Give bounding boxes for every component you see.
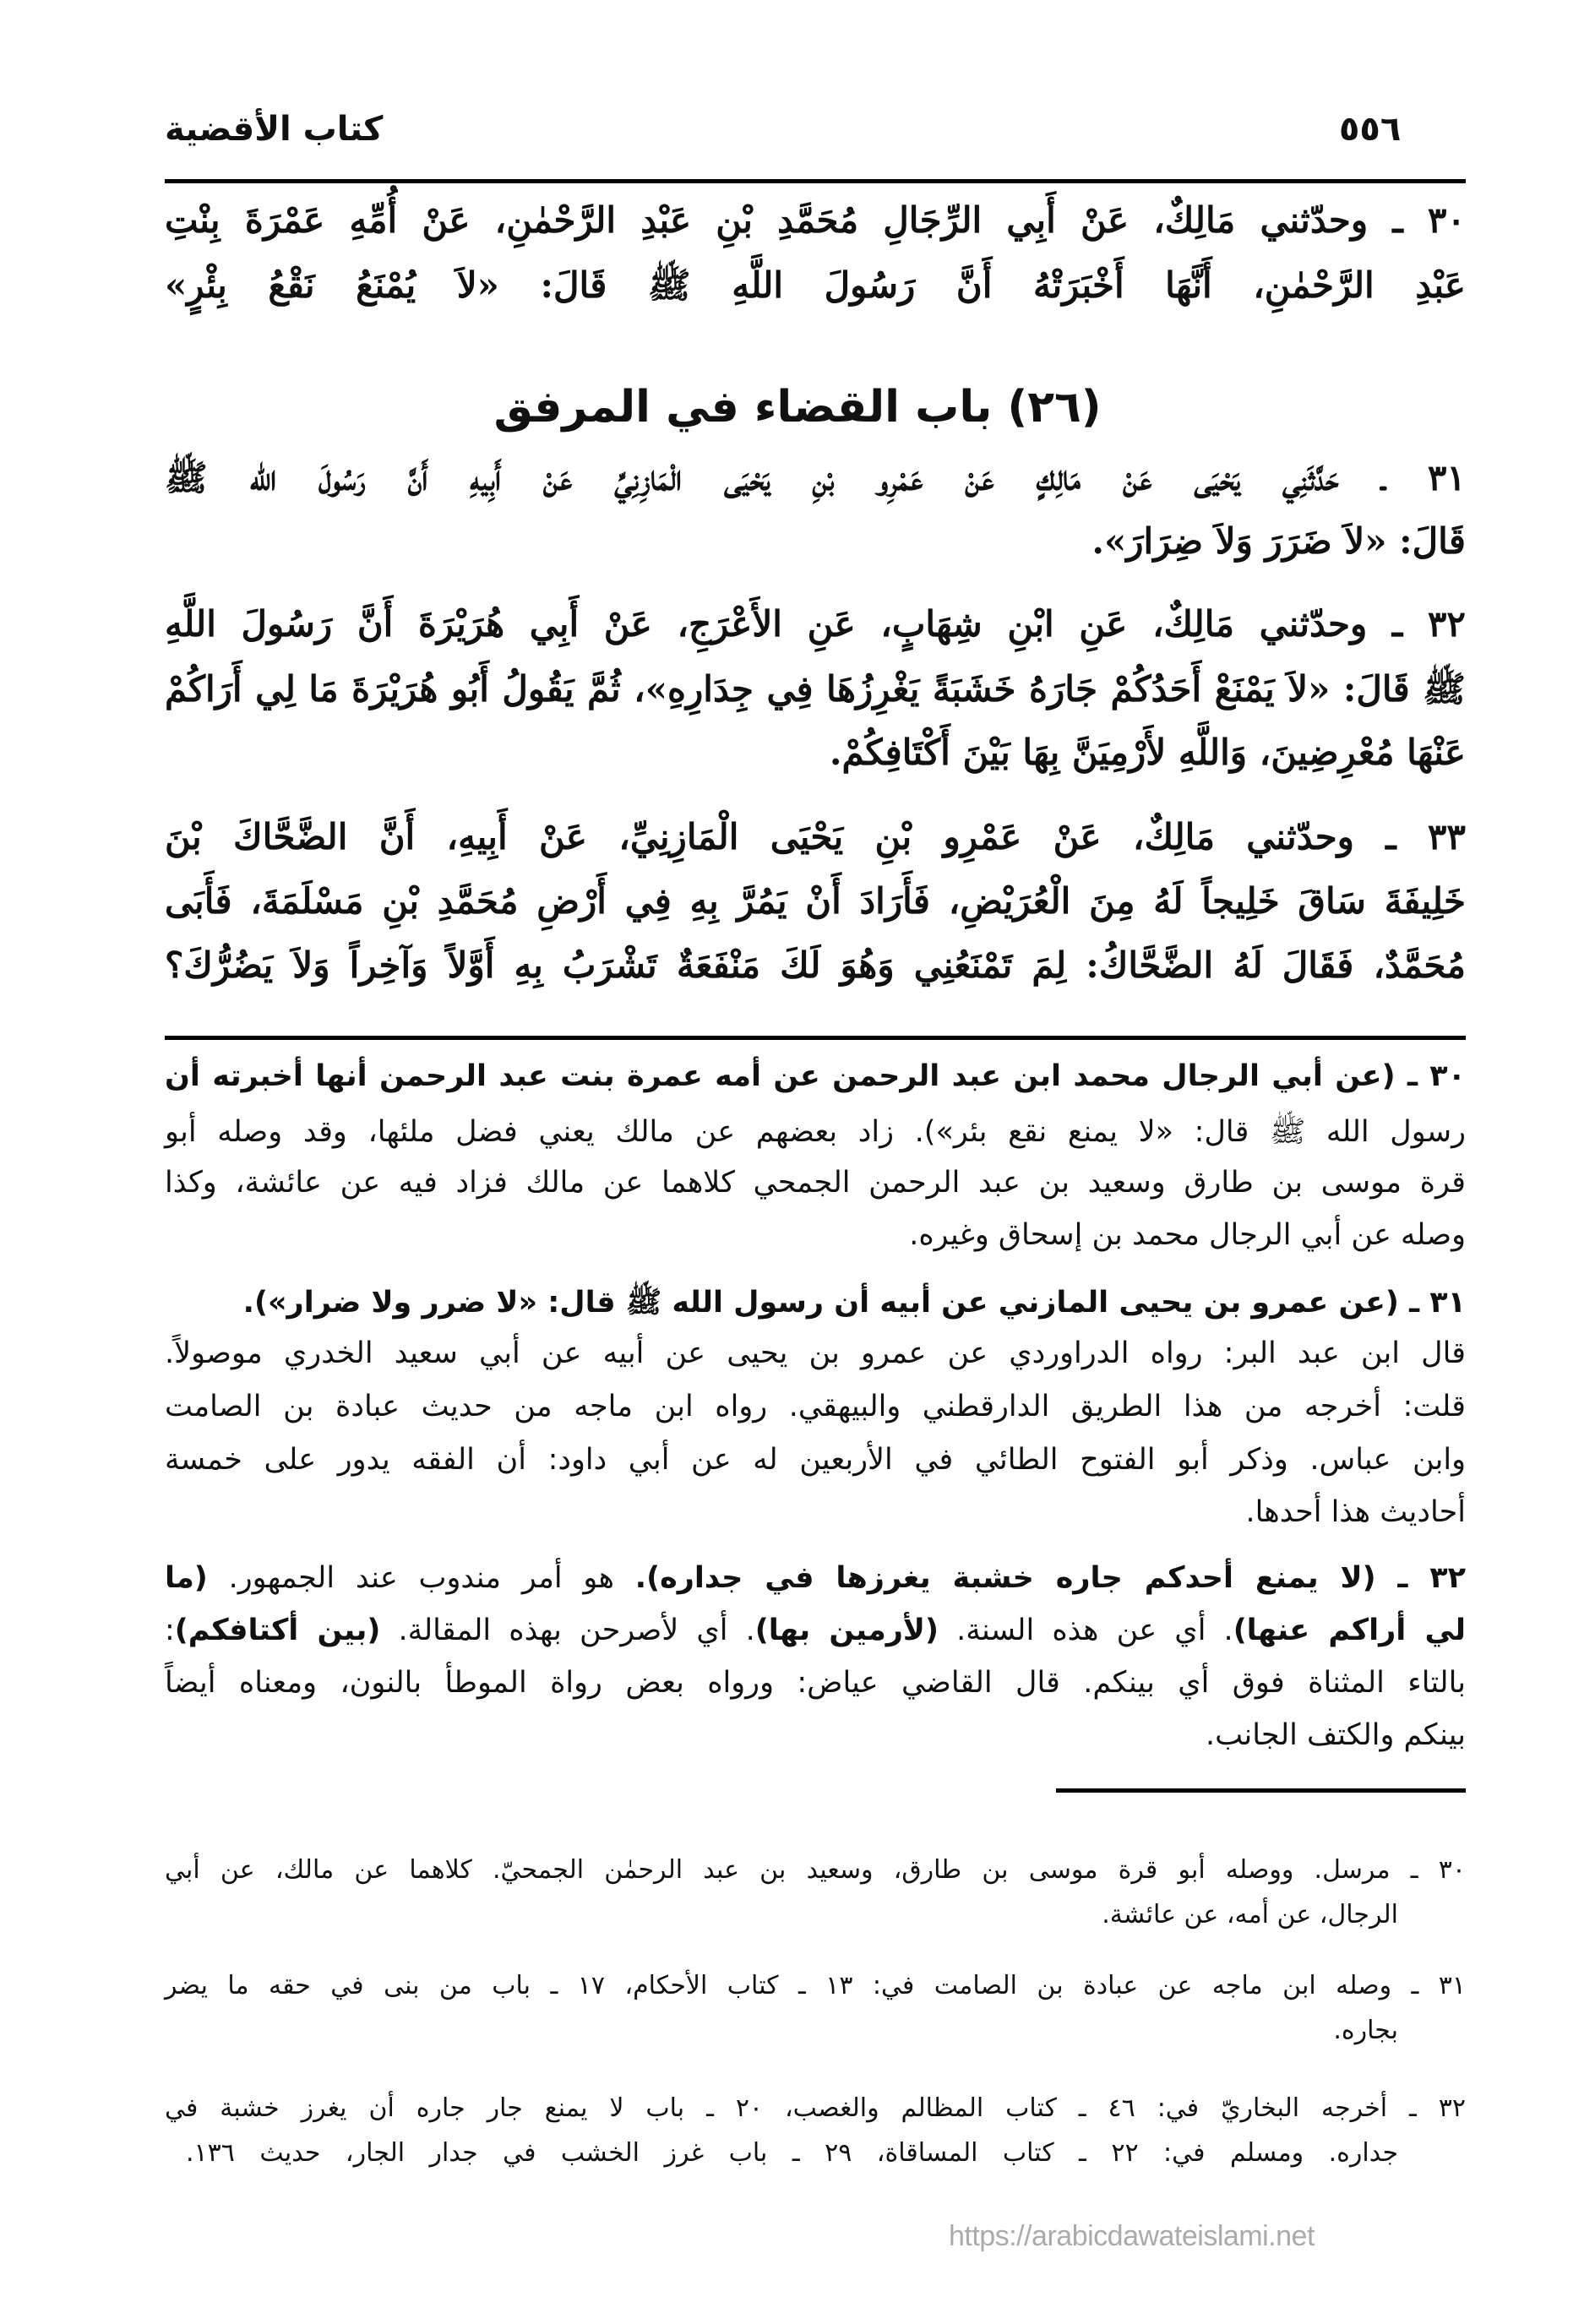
- page-number: ٥٥٦: [1339, 110, 1402, 149]
- commentary-32-line-3: بالتاء المثناة فوق أي بينكم. قال القاضي عياض: ورواه بعض رواة الموطأ بالنون، ومعناه أيضاً: [165, 1666, 1466, 1700]
- lemma: (لأرمين بها): [754, 1614, 939, 1647]
- hadith-32-line-3: عَنْهَا مُعْرِضِينَ، وَاللَّهِ لأَرْمِيَنَّ بِهَا بَيْنَ أَكْتَافِكُمْ.: [829, 732, 1466, 773]
- hadith-33-line-1: ٣٣ ـ وحدّثني مَالِكٌ، عَنْ عَمْرِو بْنِ يَحْيَى الْمَازِنِيِّ، عَنْ أَبِيهِ، أَنَّ الضَّحَّاكَ بْنَ: [165, 816, 1466, 857]
- hadith-32-line-1: ٣٢ ـ وحدّثني مَالِكٌ، عَنِ ابْنِ شِهَابٍ، عَنِ الأَعْرَجِ، عَنْ أَبِي هُرَيْرَةَ أَنَّ رَسُولَ اللَّهِ: [165, 603, 1466, 645]
- footnote-32-line-1: ٣٢ ـ أخرجه البخاريّ في: ٤٦ ـ كتاب المظالم والغصب، ٢٠ ـ باب لا يمنع جار جاره أن يغرز خشبة في: [165, 2093, 1466, 2123]
- hadith-30-line-2: عَبْدِ الرَّحْمٰنِ، أَنَّهَا أَخْبَرَتْهُ أَنَّ رَسُولَ اللَّهِ ﷺ قَالَ: «لاَ يُمْنَعُ نَقْعُ بِئْرٍ»: [165, 264, 1466, 306]
- footnote-rule: [1056, 1788, 1466, 1793]
- commentary-rule: [165, 1036, 1466, 1040]
- hadith-30-line-1: ٣٠ ـ وحدّثني مَالِكٌ، عَنْ أَبِي الرِّجَالِ مُحَمَّدِ بْنِ عَبْدِ الرَّحْمٰنِ، عَنْ أُمِّهِ عَمْرَةَ بِنْتِ: [165, 199, 1466, 241]
- hadith-32-line-2: ﷺ قَالَ: «لاَ يَمْنَعْ أَحَدُكُمْ جَارَهُ خَشَبَةً يَغْرِزُهَا فِي جِدَارِهِ»، ثُمَّ يَقُولُ أَبُو هُرَيْرَةَ مَا لِي أَرَاكُمْ: [165, 668, 1466, 710]
- lemma: ٣٢ ـ (لا يمنع أحدكم جاره خشبة يغرزها في جداره).: [634, 1561, 1466, 1595]
- hadith-31-line-2: قَالَ: «لاَ ضَرَرَ وَلاَ ضِرَارَ».: [1091, 520, 1466, 562]
- commentary-30-line-3: قرة موسى بن طارق وسعيد بن عبد الرحمن الجمحي كلاهما عن مالك فزاد فيه عن عائشة، وكذا: [165, 1166, 1466, 1200]
- footnote-31-line-2: بجاره.: [1333, 2016, 1398, 2045]
- footnote-30-line-1: ٣٠ ـ مرسل. ووصله أبو قرة موسى بن طارق، وسعيد بن عبد الرحمٰن الجمحيّ. كلاهما عن مالك، عن أبي: [165, 1855, 1466, 1885]
- commentary-31-line-5: أحاديث هذا أحدها.: [1245, 1495, 1466, 1529]
- lemma: لي أراكم عنها): [1233, 1614, 1467, 1647]
- lemma: (ما: [165, 1561, 208, 1595]
- commentary-31-line-3: قلت: أخرجه من هذا الطريق الدارقطني والبيهقي. رواه ابن ماجه من حديث عبادة بن الصامت: [165, 1390, 1466, 1423]
- commentary-30-line-4: وصله عن أبي الرجال محمد بن إسحاق وغيره.: [909, 1218, 1466, 1252]
- lemma: (بين أكتافكم): [174, 1614, 381, 1647]
- commentary-32-line-2: لي أراكم عنها). أي عن هذه السنة. (لأرمين بها). أي لأصرحن بهذه المقالة. (بين أكتافكم):: [165, 1614, 1467, 1647]
- running-title: كتاب الأقضية: [165, 110, 384, 149]
- chapter-title: (٢٦) باب القضاء في المرفق: [493, 382, 1102, 433]
- footnote-31-line-1: ٣١ ـ وصله ابن ماجه عن عبادة بن الصامت في: ١٣ ـ كتاب الأحكام، ١٧ ـ باب من بنى في حقه ما يضر: [165, 1971, 1467, 2000]
- hadith-33-line-2: خَلِيفَةَ سَاقَ خَلِيجاً لَهُ مِنَ الْعُرَيْضِ، فَأَرَادَ أَنْ يَمُرَّ بِهِ فِي أَرْضِ مُحَمَّدِ بْنِ مَسْلَمَةَ، فَأَبَى: [165, 880, 1466, 922]
- commentary-30-line-2: رسول الله ﷺ قال: «لا يمنع نقع بئر»). زاد بعضهم عن مالك يعني فضل ملئها، وقد وصله أبو: [165, 1115, 1466, 1149]
- commentary-31-line-4: وابن عباس. وذكر أبو الفتوح الطائي في الأربعين له عن أبي داود: أن الفقه يدور على خمسة: [165, 1443, 1466, 1477]
- commentary-32-line-1: ٣٢ ـ (لا يمنع أحدكم جاره خشبة يغرزها في جداره). هو أمر مندوب عند الجمهور. (ما: [165, 1561, 1466, 1595]
- commentary-31-line-2: قال ابن عبد البر: رواه الدراوردي عن عمرو بن يحيى عن أبيه عن أبي سعيد الخدري موصولاً.: [165, 1336, 1466, 1370]
- header-rule: [165, 179, 1466, 183]
- commentary-31-line-1: ٣١ ـ (عن عمرو بن يحيى المازني عن أبيه أن رسول الله ﷺ قال: «لا ضرر ولا ضرار»).: [242, 1286, 1466, 1320]
- commentary-30-line-1: ٣٠ ـ (عن أبي الرجال محمد ابن عبد الرحمن عن أمه عمرة بنت عبد الرحمن أنها أخبرته أن: [165, 1059, 1466, 1093]
- hadith-31-line-1: ٣١ ـ حَدَّثَنِي يَحْيَى عَنْ مَالِكٍ عَنْ عَمْرِو بْنِ يَحْيَى الْمَازِنِيِّ عَنْ أَبِيهِ أَنَّ رَسُولَ الله ﷺ: [165, 457, 1466, 498]
- footnote-32-line-2: جداره. ومسلم في: ٢٢ ـ كتاب المساقاة، ٢٩ ـ باب غرز الخشب في جدار الجار، حديث ١٣٦.: [186, 2138, 1398, 2168]
- watermark-url: https://arabicdawateislami.net: [949, 2220, 1315, 2252]
- commentary-32-line-4: بينكم والكتف الجانب.: [1205, 1718, 1466, 1752]
- hadith-33-line-3: مُحَمَّدٌ، فَقَالَ لَهُ الضَّحَّاكُ: لِمَ تَمْنَعُنِي وَهُوَ لَكَ مَنْفَعَةٌ تَشْرَبُ بِهِ أَوَّلاً وَآخِراً وَلاَ يَضُرُّكَ؟: [165, 944, 1466, 986]
- footnote-30-line-2: الرجال، عن أمه، عن عائشة.: [1102, 1900, 1398, 1929]
